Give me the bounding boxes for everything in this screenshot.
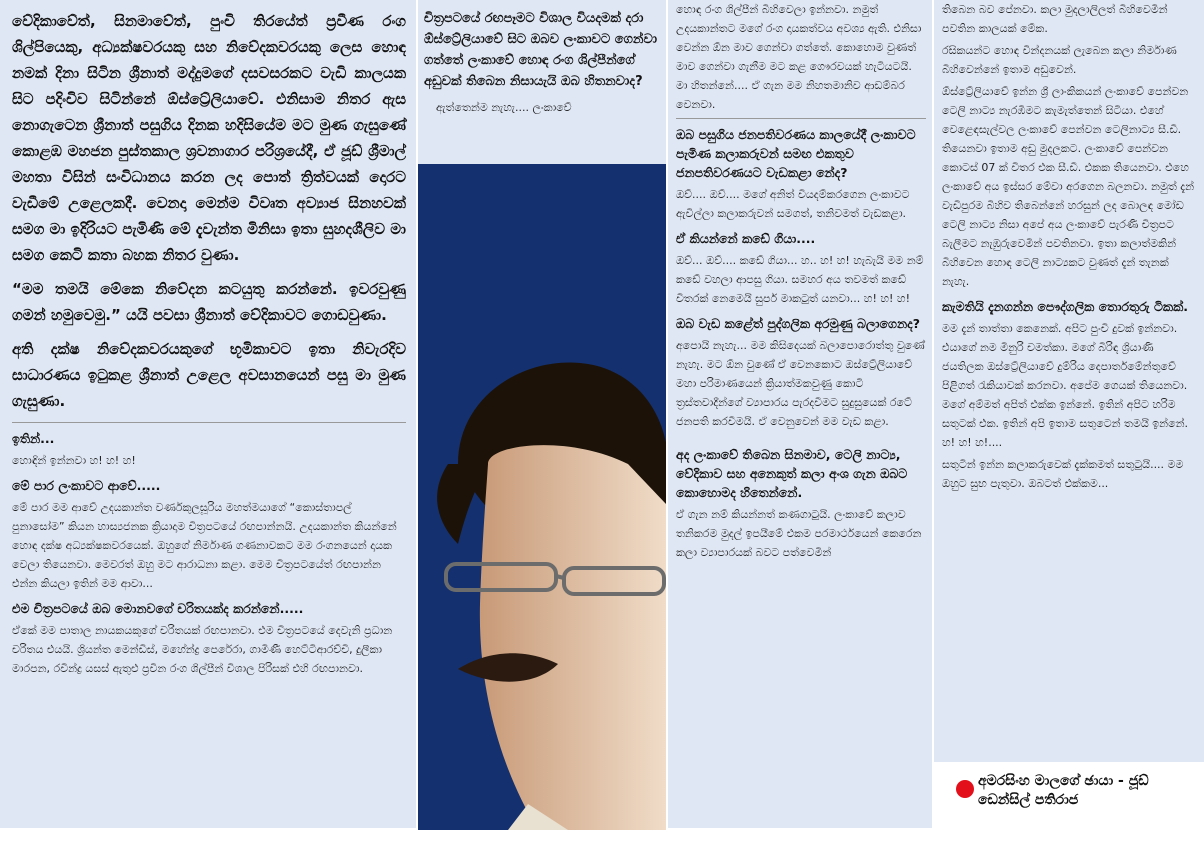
portrait-illustration bbox=[418, 164, 666, 830]
question-5: ඒ කියන්නේ කඩේ ගියා.... bbox=[676, 231, 816, 246]
question-1: ඉතින්... bbox=[12, 431, 55, 446]
byline: අමරසිංහ මාලගේ ඡායා - ජූඩ් ඩෙන්සිල් පතිරාජ bbox=[978, 773, 1149, 808]
question-3: එම චිත්‍රපටයේ ඔබ මොනවගේ චරිතයක්ද කරන්නේ..... bbox=[12, 601, 304, 616]
divider bbox=[676, 118, 926, 119]
answer-3: ඒකේ මම පාතාල නායකයකුගේ චරිතයක් රඟපානවා. එම චිත්‍රපටයේ දෙවැනි ප්‍රධාන චරිතය එයයි. ශ්‍රියන්ත මෙන්ඩිස්, මහේන්ද්‍ර පෙරේරා, ගාමිණී හෙට්ටිආරච්චි, දුලීකා මාරපන, රවින්ද්‍ර යසස් ඇතුළු ප්‍රවීන රංග ශිල්පීන් විශාල පිරිසක් එහි රඟපානවා. bbox=[12, 624, 393, 675]
answer-featured: ඇත්තෙන්ම නැහැ.... ලංකාවේ bbox=[436, 101, 572, 114]
lead-paragraph-3: අති දක්ෂ නිවේදකවරයකුගේ භූමිකාවට ඉතා නිවැරදිව සාධාරණය ඉටුකළ ශ්‍රීනාත් උළෙල අවසානයෙන් පසු මා මුණ ගැසුණා. bbox=[12, 340, 406, 410]
article-column-3 bbox=[668, 0, 932, 828]
closing-paragraph: සතුටින් ඉන්න කලාකරුවෙක් දැක්කමත් සතුටුයි.... මම ඔහුට සුභ පැතුවා. ඔබටත් එක්කම... bbox=[942, 458, 1184, 490]
lead-paragraph-2: “මම තමයි මේකෙ නිවේදන කටයුතු කරන්නේ. ඉවරවුණු ගමන් හමුවෙමු.” යයි පවසා ශ්‍රීනාත් වේදිකාවට ගොඩවුණා. bbox=[12, 280, 406, 324]
question-2: මේ පාර ලංකාවට ආවේ..... bbox=[12, 478, 161, 493]
answer-continued-2: තිබෙන බව පේනවා. කලා මුදලාලිලත් බිහිවෙමින් පවතින කාලයක් මේක. bbox=[942, 3, 1168, 35]
paragraph-australia: ඕස්ට්‍රේලියාවේ ඉන්න ශ්‍රී ලාංකිකයන් ලංකාවේ පෙන්වන ටෙලි නාට්‍ය නැරඹීමට කැමැත්තෙන් සිටියා. එහේ වෙළෙඳසැල්වල ලංකාවේ පෙන්වන ටෙලිනාට්‍ය සී.ඩී. තියෙනවා ඉතාම අඩු මුදලකට. ලංකාවේ පෙන්වන කොටස් 07 ක් විතර එක සී.ඩී. එකක තියෙනවා. එහෙ ලංකාවේ අය ඉස්සර මේවා අරගෙන බලනවා. නමුත් දැන් වැඩිපුරම බිහිව තිබෙන්නේ හරසුන් ලද බොලඳ මෝඩ ටෙලි නාට්‍ය නිසා අපේ අය ලංකාවේ පැරණි චිත්‍රපට බැලීමට නැඹුරුවෙමින් පවතිනවා. ඉතා කලාත්මකින් බිහිවෙන හොඳ ටෙලි නාට්‍යකට වුණත් දැන් තැනක් නැහැ. bbox=[942, 85, 1195, 288]
answer-8: මම දැන් තාත්තා කෙනෙක්. අපිට පුංචි දුවක් ඉන්නවා. එයාගේ නම මිනුරි චමත්කා. මගේ බිරිඳ ශ්‍රියාණි ජයතිලක ඔස්ට්‍රේලියාවේ දුම්රිය දෙපාර්තමේන්තුවේ පිළිගත් රැකියාවක් කරනවා. අපේම ගෙයක් තියෙනවා. මගේ අම්මත් අපිත් එක්ක ඉන්නේ. ඉතින් අපිට හරිම සතුටක් එක. ඉතින් අපි ඉතාම සතුටෙන් තමයි ඉන්නේ. හ! හ! හ!.... bbox=[942, 322, 1189, 449]
answer-7: ඒ ගැන නම් කියන්නත් කණගාටුයි. ලංකාවේ කලාව තනිකරම මුදල් ඉපයීමේ එකම පරමාර්ථයෙන් කෙරෙන කලා ව්‍යාපාරයක් බවට පත්වෙමින් bbox=[676, 508, 922, 559]
answer-4: ඔව්.... ඔව්.... මගේ අනිත් වියදම්කරගෙන ලංකාවට ඇවිල්ලා කලාකරුවන් සමගත්, තනිවමත් වැඩකළා. bbox=[676, 188, 910, 220]
article-column-2 bbox=[418, 0, 666, 164]
paragraph-audience: රසිකයන්ට හොඳ වින්දනයක් ලැබෙන කලා නිර්මාණ බිහිවෙන්නේ ඉතාම අඩුවෙන්. bbox=[942, 44, 1177, 76]
question-7: අද ලංකාවේ තිබෙන සිනමාව, ටෙලි නාට්‍ය, වේදිකාව සහ අනෙකුත් කලා අංශ ගැන ඔබට කොහොමද හිතෙන්නේ. bbox=[676, 447, 908, 500]
question-8: කැමතියි දැනගන්න පෞද්ගලික තොරතුරු ටිකක්. bbox=[942, 299, 1188, 314]
divider bbox=[12, 422, 406, 423]
answer-6: අපොයි නැහැ... මම කිසිදෙයක් බලාපොරොත්තු වුණේ නැහැ. මට ඕන වුණේ ඒ වෙනකොට ඔස්ට්‍රේලියාවේ මහා පරිමාණයෙන් ක්‍රියාත්මකවුණු කොටි ත්‍රස්තවාදීන්ගේ ව්‍යාපාරය පැරදවීමට සුදුසුයෙක් රටේ ජනපති කරවීමයි. ඒ වෙනුවෙන් මම වැඩ කළා. bbox=[676, 339, 925, 428]
question-featured: චිත්‍රපටයේ රඟපෑමට විශාල වියදමක් දරා ඕස්ට්‍රේලියාවේ සිට ඔබව ලංකාවට ගෙන්වා ගත්තේ ලංකාවේ හොඳ රංග ශිල්පීන්ගේ අඩුවක් තිබෙන නිසායැයි ඔබ හිතනවාද? bbox=[424, 11, 658, 89]
byline-bullet-icon bbox=[956, 780, 974, 798]
lead-paragraph-1: වේදිකාවේත්, සිනමාවේත්, පුංචි තිරයේත් ප්‍රවීණ රංග ශිල්පියෙකු, අධ්‍යක්ෂවරයකු සහ නිවේදකවරයකු ලෙස හොඳ නමක් දිනා සිටින ශ්‍රීනාත් මද්දුමගේ දසවසරකට වැඩි කාලයක සිට පදිංචිව සිටින්නේ ඕස්ට්‍රේලියාවේ. එනිසාම නිතර ඇස නොගැටෙන ශ්‍රීනාත් පසුගිය දිනක හදිසියේම මට මුණ ගැසුණේ කොළඹ මහජන පුස්තකාල ශ්‍රවනාගාර පරිශ්‍රයේදී, ඒ ජූඩ් ශ්‍රීමාල් මහතා විසින් සංවිධානය කරන ලද පොත් ත්‍රිත්වයක් දොරට වැඩීමේ උළෙලකදී. වෙනදා මෙන්ම විවෘත අව්‍යාජ සිනහවක් සමග මා ඉදිරියට පැමිණි මේ දැවැන්ත මිනිසා ඉතා සුහදශීලිව මා සමග කෙටි කතා බහක නිතර වුණා. bbox=[12, 12, 406, 264]
portrait-photo bbox=[418, 164, 666, 830]
question-6: ඔබ වැඩ කළේත් පුද්ගලික අරමුණු බලාගෙනද? bbox=[676, 316, 920, 331]
answer-continued: හොඳ රංග ශිල්පීන් බිහිවෙලා ඉන්නවා. නමුත් උදයකාන්තට මගේ රංග දායකත්වය අවශ්‍ය ඇති. එනිසා වෙන්න ඕන මාව ගෙන්වා ගත්තේ. කොහොම වුණත් මාව ගෙන්වා ගැනීම මට කළ ගෞරවයක් හැටියටයි. මා හිතන්නේ.... ඒ ගැන මම නිහතමානිව ආඩම්බර වෙනවා. bbox=[676, 3, 922, 111]
answer-1: හොඳින් ඉන්නවා හ! හ! හ! bbox=[12, 454, 136, 467]
article-column-1 bbox=[0, 0, 416, 828]
answer-5: ඔව්... ඔව්.... කඩේ ගියා... හ.. හ! හ! හැබැයි මම නම් කඩේ වහලා ආපසු ගියා. සමහර අය තවමත් කඩේ විතරක් නෙමෙයි සුපර් මාකටුත් යනවා... හ! හ! හ! bbox=[676, 254, 924, 305]
question-4: ඔබ පසුගිය ජනපතිවරණය කාලයේදී ලංකාවට පැමිණ කලාකරුවන් සමඟ එකතුව ජනපතිවරණයට වැඩකළා නේද? bbox=[676, 127, 916, 180]
answer-2: මේ පාර මම ආවේ උදයකාන්ත වර්ණකුලසූරිය මහත්මයාගේ “කොස්තාපල් පුනාසෝම” කියන හාස්‍යජනක ක්‍රියාදාම චිත්‍රපටයේ රඟපාන්නයි. උදයකාන්ත කියන්නේ හොඳ දක්ෂ අධ්‍යක්ෂකවරයෙක්. ඔහුගේ නිර්මාණ ගණනාවකට මම රංගනයෙන් දායක වෙලා තියෙනවා. මෙවරත් ඔහු මට ආරාධනා කළා. මෙම චිත්‍රපටයේත් රඟපාන්න එන්න කියලා ඉතින් මම ආවා... bbox=[12, 501, 397, 590]
article-column-4 bbox=[934, 0, 1204, 762]
